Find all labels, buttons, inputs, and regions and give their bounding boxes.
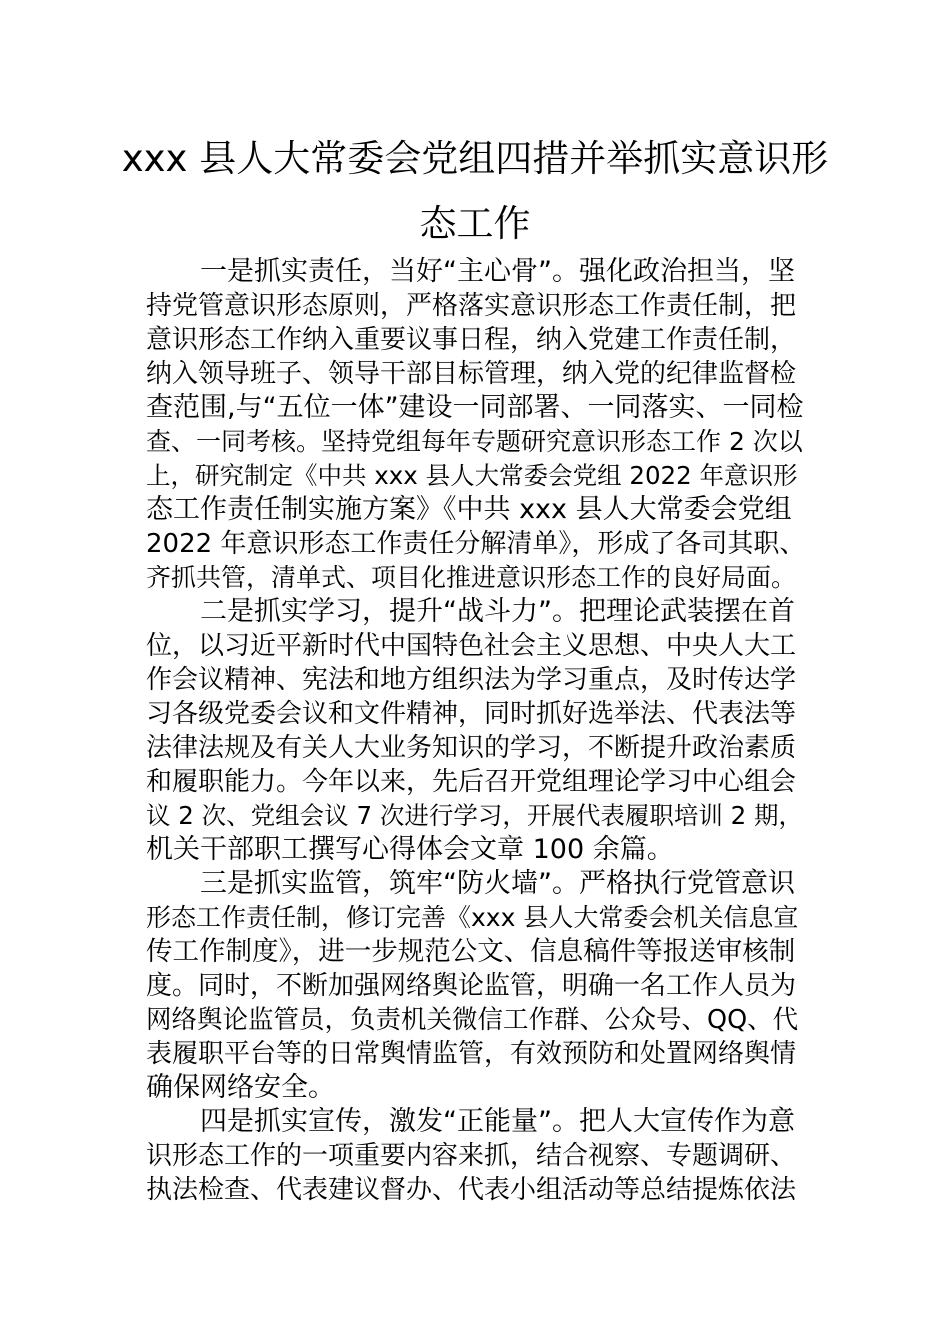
text-line: 四是抓实宣传，激发“正能量”。把人大宣传作为意 [200,1106,795,1137]
text-line: 持党管意识形态原则，严格落实意识形态工作责任制，把 [146,291,797,321]
text-line: 一是抓实责任，当好“主心骨”。强化政治担当，坚 [200,256,795,287]
text-line: 查、一同考核。坚持党组每年专题研究意识形态工作 2 次以 [146,427,803,456]
text-line: 表履职平台等的日常舆情监管，有效预防和处置网络舆情 [146,1039,797,1069]
text-line: 网络舆论监管员，负责机关微信工作群、公众号、QQ、代 [146,1005,799,1035]
text-line: 议 2 次、党组会议 7 次进行学习，开展代表履职培训 2 期， [146,801,803,830]
text-line: 态工作责任制实施方案》《中共 xxx 县人大常委会党组 [146,494,792,525]
text-line: 查范围,与“五位一体”建设一同部署、一同落实、一同检 [146,392,804,423]
text-line: 2022 年意识形态工作责任分解清单》，形成了各司其职、 [146,529,806,559]
text-line: 确保网络安全。 [146,1072,335,1103]
text-line: 机关干部职工撰写心得体会文章 100 余篇。 [146,834,674,865]
text-line: 三是抓实监管，筑牢“防火墙”。严格执行党管意识 [200,868,795,899]
text-line: 意识形态工作纳入重要议事日程，纳入党建工作责任制， [146,325,797,355]
document-title-line-2: 态工作 [419,202,531,245]
document-title-line-1: xxx 县人大常委会党组四措并举抓实意识形 [121,137,829,180]
text-line: 上，研究制定《中共 xxx 县人大常委会党组 2022 年意识形 [146,461,798,490]
text-line: 齐抓共管，清单式、项目化推进意识形态工作的良好局面。 [146,563,797,592]
text-line: 传工作制度》，进一步规范公文、信息稿件等报送审核制 [146,936,796,967]
document-body [146,255,806,1207]
text-line: 习各级党委会议和文件精神，同时抓好选举法、代表法等 [146,699,797,729]
text-line: 形态工作责任制，修订完善《xxx 县人大常委会机关信息宣 [146,903,799,932]
text-line: 法律法规及有关人大业务知识的学习，不断提升政治素质 [146,733,797,763]
text-line: 二是抓实学习，提升“战斗力”。把理论武装摆在首 [200,596,795,627]
text-line: 度。同时，不断加强网络舆论监管，明确一名工作人员为 [146,971,797,1001]
text-line: 识形态工作的一项重要内容来抓，结合视察、专题调研、 [146,1141,797,1171]
text-line: 执法检查、代表建议督办、代表小组活动等总结提炼依法 [146,1175,797,1205]
text-line: 作会议精神、宪法和地方组织法为学习重点，及时传达学 [146,665,797,695]
text-line: 位，以习近平新时代中国特色社会主义思想、中央人大工 [146,631,797,661]
text-line: 纳入领导班子、领导干部目标管理，纳入党的纪律监督检 [146,359,797,389]
text-line: 和履职能力。今年以来，先后召开党组理论学习中心组会 [146,767,797,797]
